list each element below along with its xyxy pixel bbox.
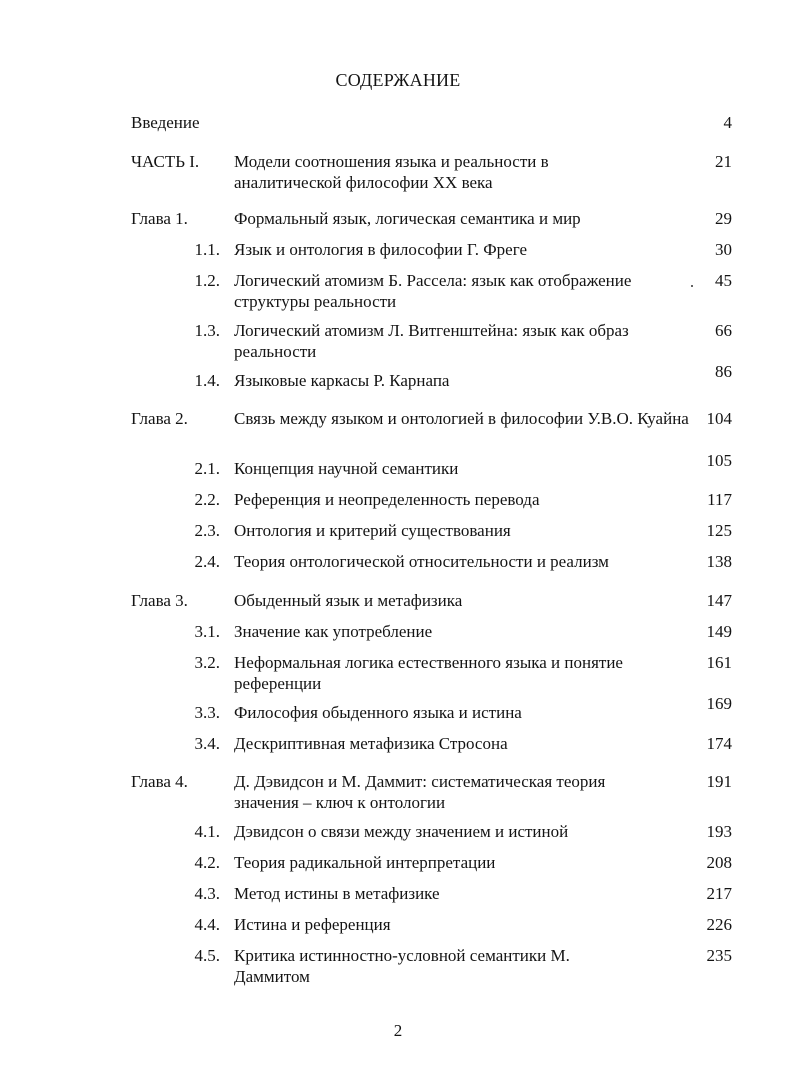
entry-label: 4.2. bbox=[194, 853, 220, 872]
entry-title: Логический атомизм Л. Витгенштейна: язык как образ реальности bbox=[234, 321, 629, 361]
entry-page: 4 bbox=[723, 113, 732, 132]
entry-label: 1.4. bbox=[194, 371, 220, 390]
entry-page: 235 bbox=[706, 946, 732, 965]
entry-label: 3.2. bbox=[194, 653, 220, 672]
entry-title: Логический атомизм Б. Рассела: язык как отображение структуры реальности bbox=[234, 271, 632, 311]
entry-title: Модели соотношения языка и реальности в аналитической философии XX века bbox=[234, 152, 549, 192]
entry-label: 4.3. bbox=[194, 884, 220, 903]
entry-page: 169 bbox=[706, 694, 732, 713]
entry-title: Истина и референция bbox=[234, 915, 391, 934]
entry-label: 2.1. bbox=[194, 459, 220, 478]
entry-page: 66 bbox=[715, 321, 732, 340]
entry-page: 149 bbox=[706, 622, 732, 641]
entry-page: 161 bbox=[706, 653, 732, 672]
entry-page: 21 bbox=[715, 152, 732, 171]
entry-title: Введение bbox=[131, 113, 200, 132]
entry-label: 1.1. bbox=[194, 240, 220, 259]
entry-title: Референция и неопределенность перевода bbox=[234, 490, 540, 509]
entry-label: 2.3. bbox=[194, 521, 220, 540]
entry-title: Критика истинностно-условной семантики М. Даммитом bbox=[234, 946, 570, 986]
entry-title: Д. Дэвидсон и М. Даммит: систематическая теория значения – ключ к онтологии bbox=[234, 772, 606, 812]
entry-page: 226 bbox=[706, 915, 732, 934]
entry-label: Глава 4. bbox=[131, 772, 188, 791]
entry-page: 30 bbox=[715, 240, 732, 259]
entry-label: 1.3. bbox=[194, 321, 220, 340]
entry-page: 125 bbox=[706, 521, 732, 540]
entry-label: Глава 3. bbox=[131, 591, 188, 610]
entry-page: 45 bbox=[715, 271, 732, 290]
entry-page: 193 bbox=[706, 822, 732, 841]
entry-label: 4.5. bbox=[194, 946, 220, 965]
entry-title: Связь между языком и онтологией в философии У.В.О. Куайна bbox=[234, 409, 689, 428]
entry-label: 3.1. bbox=[194, 622, 220, 641]
entry-title: Онтология и критерий существования bbox=[234, 521, 511, 540]
entry-label: Глава 1. bbox=[131, 209, 188, 228]
entry-label: 4.4. bbox=[194, 915, 220, 934]
entry-title: Философия обыденного языка и истина bbox=[234, 703, 522, 722]
entry-label: Глава 2. bbox=[131, 409, 188, 428]
entry-label: 1.2. bbox=[194, 271, 220, 290]
entry-title: Формальный язык, логическая семантика и мир bbox=[234, 209, 581, 228]
entry-page: 29 bbox=[715, 209, 732, 228]
page-number: 2 bbox=[393, 1021, 403, 1040]
entry-title: Значение как употребление bbox=[234, 622, 433, 641]
entry-page: 117 bbox=[707, 490, 732, 509]
page-title: СОДЕРЖАНИЕ bbox=[335, 70, 461, 90]
entry-title: Язык и онтология в философии Г. Фреге bbox=[234, 240, 528, 259]
entry-page: 86 bbox=[715, 362, 732, 381]
entry-page: 208 bbox=[706, 853, 732, 872]
entry-label: 4.1. bbox=[194, 822, 220, 841]
entry-label: 2.4. bbox=[194, 552, 220, 571]
entry-page: 191 bbox=[706, 772, 732, 791]
entry-page: 105 bbox=[706, 451, 732, 470]
entry-title: Концепция научной семантики bbox=[234, 459, 459, 478]
entry-page: 217 bbox=[706, 884, 732, 903]
entry-title: Языковые каркасы Р. Карнапа bbox=[234, 371, 450, 390]
entry-title: Метод истины в метафизике bbox=[234, 884, 440, 903]
entry-label: 3.3. bbox=[194, 703, 220, 722]
entry-title: Дескриптивная метафизика Стросона bbox=[234, 734, 508, 753]
entry-page: 174 bbox=[706, 734, 732, 753]
entry-page: 138 bbox=[706, 552, 732, 571]
scan-speck bbox=[691, 285, 693, 287]
entry-label: ЧАСТЬ I. bbox=[131, 152, 200, 171]
entry-title: Теория радикальной интерпретации bbox=[234, 853, 496, 872]
entry-title: Неформальная логика естественного языка и понятие референции bbox=[234, 653, 623, 693]
entry-page: 147 bbox=[706, 591, 732, 610]
entry-label: 3.4. bbox=[194, 734, 220, 753]
entry-title: Дэвидсон о связи между значением и истиной bbox=[234, 822, 569, 841]
entry-label: 2.2. bbox=[194, 490, 220, 509]
entry-title: Обыденный язык и метафизика bbox=[234, 591, 463, 610]
entry-title: Теория онтологической относительности и реализм bbox=[234, 552, 609, 571]
entry-page: 104 bbox=[706, 409, 732, 428]
